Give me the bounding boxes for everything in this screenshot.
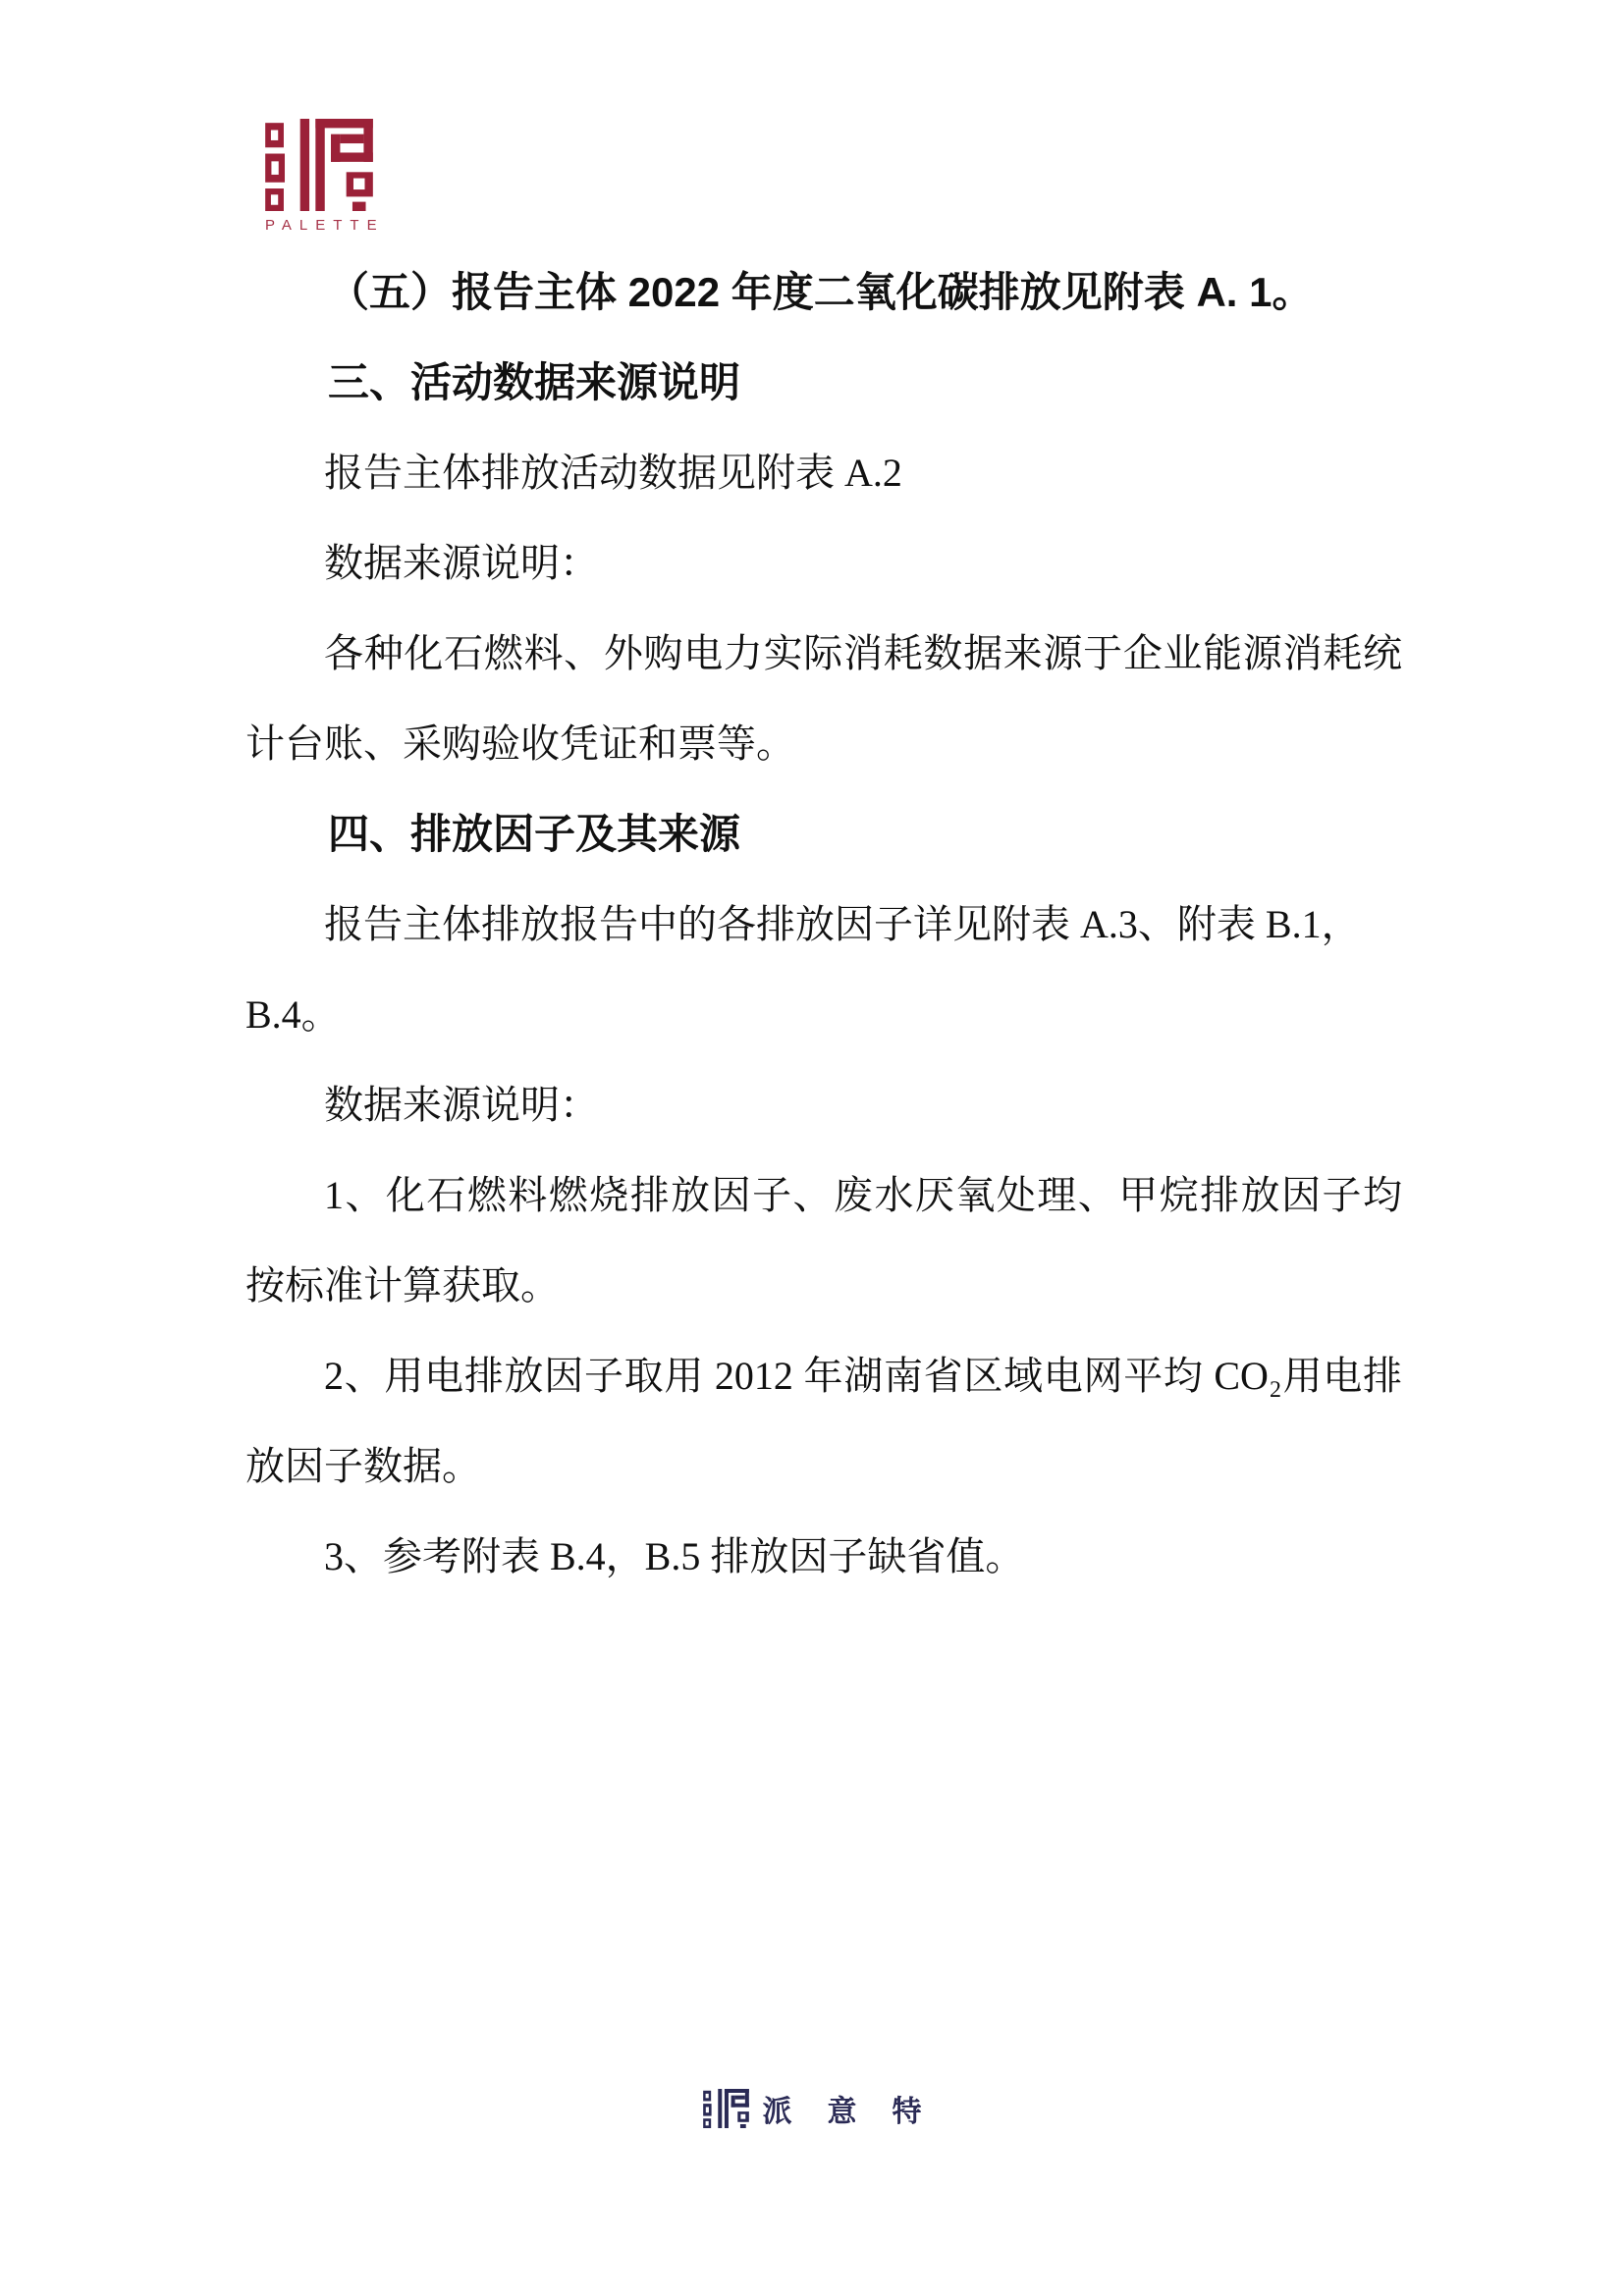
paragraph-item-5-note: （五）报告主体 2022 年度二氧化碳排放见附表 A. 1。 [328,269,1314,315]
paragraph-activity-data-ref: 报告主体排放活动数据见附表 A.2 [324,451,902,495]
section-heading-3: 三、活动数据来源说明 [328,359,741,405]
document-body [245,247,1402,1602]
brand-wordmark: PALETTE [265,217,385,234]
header-brand [265,119,385,234]
section-heading-4: 四、排放因子及其来源 [328,811,741,857]
footer-brand-name: 派意特 [762,2096,957,2128]
paragraph-data-source-body: 各种化石燃料、外购电力实际消耗数据来源于企业能源消耗统计台账、采购验收凭证和票等。 [245,631,1402,766]
paragraph-note-1: 1、化石燃料燃烧排放因子、废水厌氧处理、甲烷排放因子均按标准计算获取。 [245,1173,1402,1308]
paragraph-emission-factor-ref: 报告主体排放报告中的各排放因子详见附表 A.3、附表 B.1，B.4。 [245,902,1361,1037]
palette-logo-icon [265,119,375,211]
paiyite-logo-icon [703,2089,749,2128]
footer-brand [0,2087,1624,2130]
paragraph-note-3: 3、参考附表 B.4，B.5 排放因子缺省值。 [324,1534,1025,1578]
paragraph-data-source-label: 数据来源说明： [324,541,599,585]
paragraph-note-2: 2、用电排放因子取用 2012 年湖南省区域电网平均 CO₂用电排放因子数据。 [245,1354,1402,1488]
paragraph-data-source-label-2: 数据来源说明： [324,1083,599,1127]
